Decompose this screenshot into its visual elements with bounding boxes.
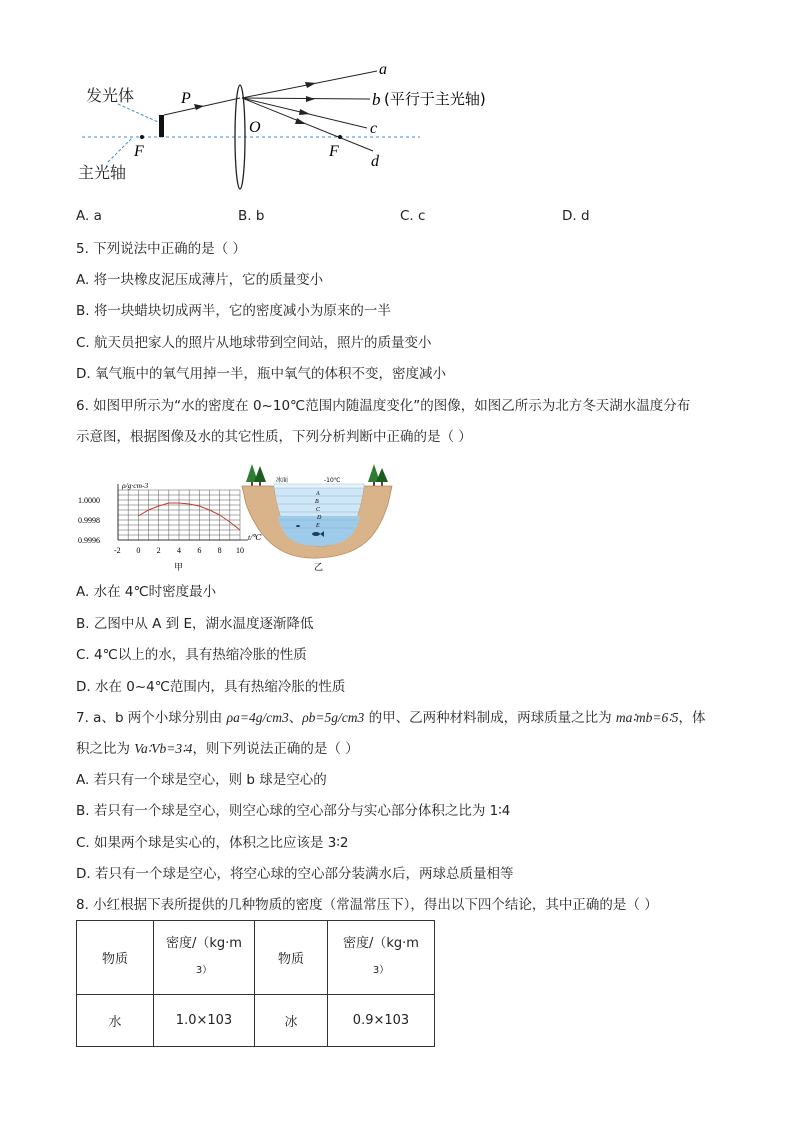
q5-option-b: B. 将一块蜡块切成两半，它的密度减小为原来的一半 [76, 303, 391, 319]
ray-b-label: b [372, 90, 381, 109]
lake-layer-c: C [316, 507, 321, 513]
q7-text: ，体 [678, 710, 706, 726]
ray-b-note: (平行于主光轴) [384, 90, 486, 108]
q7-option-c: C. 如果两个球是实心的，体积之比应该是 3∶2 [76, 835, 349, 851]
table-header-density [154, 921, 255, 995]
q5-option-a: A. 将一块橡皮泥压成薄片，它的质量变小 [76, 272, 324, 288]
tree-icon [246, 464, 266, 486]
chart-x-tick-label: 6 [197, 546, 202, 555]
fish-icon [312, 532, 320, 536]
focus-left-label: F [134, 143, 144, 160]
table-header-substance: 物质 [77, 921, 154, 995]
chart-x-tick-label: -2 [114, 546, 121, 555]
lake-layer-a: A [316, 491, 320, 497]
lens-figure [70, 58, 530, 198]
chart-y-tick-label: 0.9998 [78, 516, 100, 525]
chart-x-tick-label: 0 [136, 546, 141, 555]
q7-text: 的甲、乙两种材料制成，两球质量之比为 [364, 710, 616, 726]
lake-diagram [238, 456, 398, 576]
q8-stem: 8. 小红根据下表所提供的几种物质的密度（常温常压下），得出以下四个结论，其中正确的是（ ） [76, 897, 658, 913]
q7-stem-line1 [76, 708, 706, 728]
q7-option-a: A. 若只有一个球是空心，则 b 球是空心的 [76, 772, 327, 788]
chart-x-tick-label: 2 [156, 546, 161, 555]
chart-x-tick-label: 10 [236, 546, 244, 555]
chart-caption: 甲 [174, 563, 184, 573]
luminous-object [159, 115, 164, 137]
q6-stem-line2: 示意图，根据图像及水的其它性质，下列分析判断中正确的是（ ） [76, 429, 472, 445]
chart-ylabel: ρ/g·cm-3 [122, 481, 149, 490]
chart-y-tick-label: 0.9996 [78, 536, 100, 545]
table-header-substance: 物质 [255, 921, 328, 995]
lake-caption: 乙 [314, 563, 324, 573]
q5-option-d: D. 氧气瓶中的氧气用掉一半，瓶中氧气的体积不变，密度减小 [76, 366, 446, 382]
q6-option-c: C. 4℃以上的水，具有热缩冷胀的性质 [76, 647, 307, 663]
q6-option-a: A. 水在 4℃时密度最小 [76, 584, 217, 600]
q7-separator: 、 [288, 710, 303, 726]
source-label: 发光体 [86, 86, 135, 105]
point-p-label: P [181, 90, 191, 107]
table-cell: 冰 [255, 995, 328, 1047]
lake-layer-e: E [316, 523, 320, 529]
density-table [76, 920, 435, 1047]
chart-xlabel: t/℃ [248, 533, 262, 542]
q7-option-d: D. 若只有一个球是空心，将空心球的空心部分装满水后，两球总质量相等 [76, 866, 514, 882]
chart-x-tick-label: 8 [217, 546, 222, 555]
table-cell: 0.9×103 [328, 995, 435, 1047]
table-cell: 水 [77, 995, 154, 1047]
ray-a-label: a [379, 61, 387, 78]
q4-option-c: C. c [400, 208, 426, 224]
q7-rho-b: ρb=5g/cm3 [302, 710, 365, 725]
fish-icon [296, 525, 300, 527]
lake-temp-label: -10℃ [324, 477, 341, 484]
q6-stem-line1: 6. 如图甲所示为“水的密度在 0~10℃范围内随温度变化”的图像，如图乙所示为北方冬天湖水温度分布 [76, 398, 691, 414]
axis-label: 主光轴 [78, 163, 127, 182]
table-header-density-text: 密度/（kg·m [343, 936, 419, 951]
table-row [77, 995, 435, 1047]
q4-option-d: D. d [562, 208, 590, 224]
point-o-label: O [249, 119, 261, 136]
q6-option-d: D. 水在 0~4℃范围内，具有热缩冷胀的性质 [76, 679, 346, 695]
q7-text: 7. a、b 两个小球分别由 [76, 710, 227, 726]
table-header-density-unit: 3） [372, 965, 390, 976]
table-row [77, 921, 435, 995]
q7-volume-ratio: Va∶Vb=3∶4 [134, 741, 193, 756]
q7-mass-ratio: ma∶mb=6∶5 [615, 710, 679, 725]
lake-layer-d: D [317, 515, 322, 521]
q4-option-b: B. b [238, 208, 265, 224]
table-cell: 1.0×103 [154, 995, 255, 1047]
table-header-density-text: 密度/（kg·m [166, 936, 242, 951]
q7-stem-line2 [76, 739, 359, 759]
table-header-density-unit: 3） [195, 965, 213, 976]
q7-text: ，则下列说法正确的是（ ） [192, 741, 359, 757]
tree-icon [368, 464, 388, 486]
lake-ice-label: 冰面 [276, 477, 289, 484]
chart-y-tick-label: 1.0000 [78, 496, 100, 505]
lake-layer-b: B [315, 499, 319, 505]
q5-option-c: C. 航天员把家人的照片从地球带到空间站，照片的质量变小 [76, 335, 432, 351]
ray-d-label: d [371, 153, 379, 170]
ray-c-label: c [370, 120, 378, 137]
q5-stem: 5. 下列说法中正确的是（ ） [76, 241, 246, 257]
q7-text: 积之比为 [76, 741, 135, 757]
chart-x-tick-label: 4 [177, 546, 181, 555]
q7-option-b: B. 若只有一个球是空心，则空心球的空心部分与实心部分体积之比为 1∶4 [76, 803, 511, 819]
q7-rho-a: ρa=4g/cm3 [226, 710, 289, 725]
focus-right-label: F [329, 143, 339, 160]
table-header-density [328, 921, 435, 995]
q6-option-b: B. 乙图中从 A 到 E，湖水温度逐渐降低 [76, 616, 314, 632]
q4-option-a: A. a [76, 208, 102, 224]
